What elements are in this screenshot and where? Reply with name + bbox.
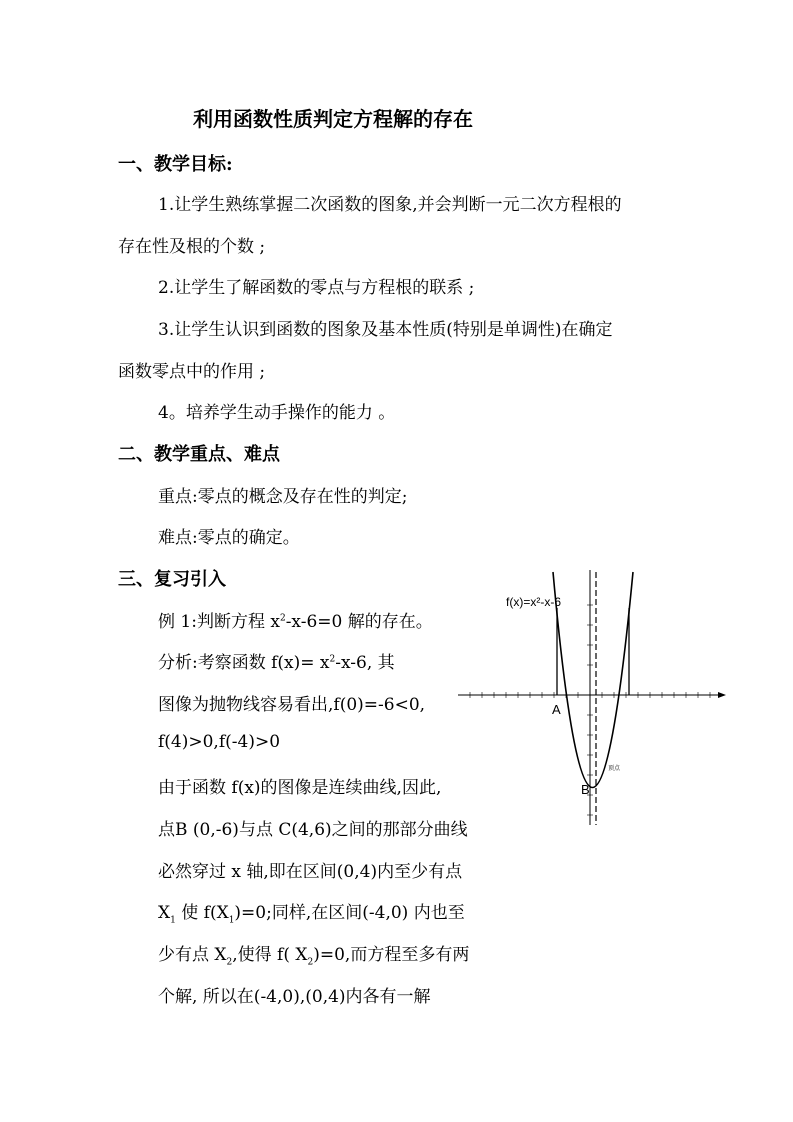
function-label: f(x)=x²-x-6 (506, 595, 561, 609)
x-axis-arrow-icon (718, 692, 726, 698)
point-a-label: A (552, 702, 561, 717)
example-1 (158, 607, 433, 632)
analysis-text-a: 分析:考察函数 f(x)= x (158, 653, 330, 673)
analysis-superscript: 2 (329, 654, 336, 665)
l8-sub-2: 1 (228, 915, 235, 926)
parabola-curve (553, 572, 633, 788)
key-point: 重点:零点的概念及存在性的判定; (158, 487, 408, 507)
analysis-line-8 (158, 940, 469, 967)
goal-1-line-2: 存在性及根的个数 ; (118, 237, 266, 257)
analysis-line-6: 必然穿过 x 轴,即在区间(0,4)内至少有点 (158, 862, 463, 882)
example-text-b: -x-6=0 解的存在。 (285, 612, 433, 632)
analysis-line-7 (158, 898, 465, 925)
l9-sub-2: 2 (307, 957, 314, 968)
goal-3-line-2: 函数零点中的作用 ; (118, 362, 266, 382)
goal-3-line-1: 3.让学生认识到函数的图象及基本性质(特别是单调性)在确定 (158, 320, 613, 340)
goal-2: 2.让学生了解函数的零点与方程根的联系 ; (158, 278, 475, 298)
l9-text-a: 少有点 X (158, 945, 227, 965)
analysis-text-b: -x-6, 其 (335, 653, 395, 673)
section-3-heading: 三、复习引入 (118, 569, 226, 590)
page-title: 利用函数性质判定方程解的存在 (193, 107, 473, 131)
l8-sub-1: 1 (170, 915, 176, 926)
example-superscript: 2 (279, 613, 286, 624)
analysis-line-1 (158, 648, 395, 673)
section-2-heading: 二、教学重点、难点 (118, 444, 280, 465)
l8-text-a: X (158, 903, 171, 923)
analysis-line-5: 点B (0,-6)与点 C(4,6)之间的那部分曲线 (158, 820, 468, 840)
goal-1-line-1: 1.让学生熟练掌握二次函数的图象,并会判断一元二次方程根的 (158, 195, 622, 215)
analysis-line-9: 个解, 所以在(-4,0),(0,4)内各有一解 (158, 987, 431, 1007)
y-axis-ticks (587, 605, 593, 815)
analysis-line-3: f(4)>0,f(-4)>0 (158, 732, 281, 752)
l9-text-b: ,使得 f( X (232, 945, 308, 965)
point-b-label: B (581, 782, 590, 797)
section-1-heading: 一、教学目标: (118, 154, 233, 175)
x-axis-ticks (470, 692, 710, 698)
l8-text-b: 使 f(X (175, 903, 229, 923)
difficult-point: 难点:零点的确定。 (158, 528, 300, 548)
example-text-a: 例 1:判断方程 x (158, 612, 280, 632)
vertex-label: 顶点 (608, 766, 621, 772)
analysis-line-4: 由于函数 f(x)的图像是连续曲线,因此, (158, 778, 442, 798)
analysis-line-2: 图像为抛物线容易看出,f(0)=-6<0, (158, 695, 426, 715)
goal-4: 4。培养学生动手操作的能力 。 (158, 403, 396, 423)
l9-sub-1: 2 (226, 957, 233, 968)
l9-text-c: )=0,而方程至多有两 (313, 945, 470, 965)
l8-text-c: )=0;同样,在区间(-4,0) 内也至 (234, 903, 465, 923)
